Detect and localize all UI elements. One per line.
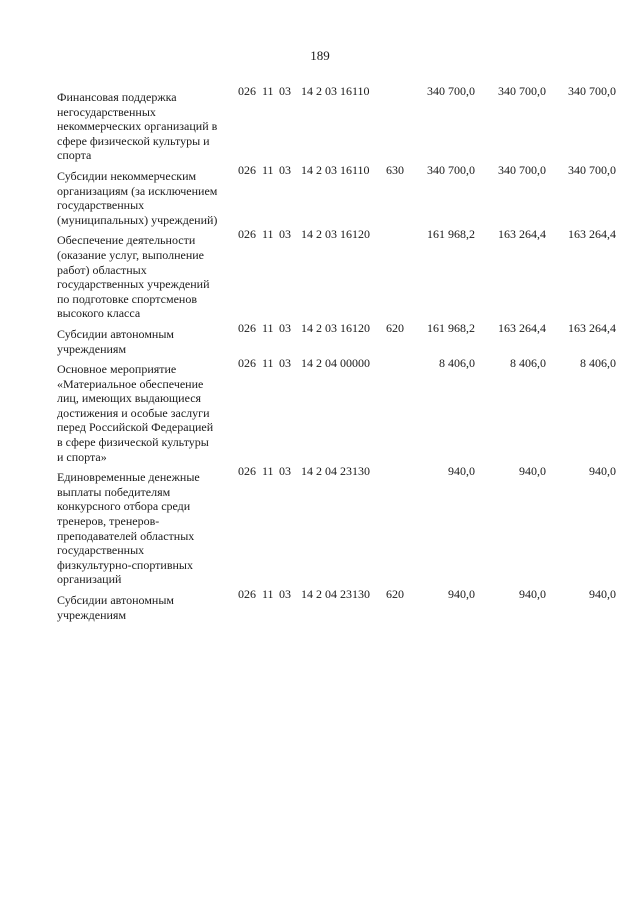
amount-year-3: 163 264,4 [568,227,616,242]
description-line: Обеспечение деятельности [57,233,196,248]
ministry-code: 026 [238,320,256,335]
amount-year-2: 340 700,0 [498,84,546,98]
amount-year-3: 340 700,0 [568,84,616,98]
description-line: Основное мероприятие [57,362,177,377]
row-description [57,587,237,622]
target-article-code: 14 2 03 16120 [301,227,370,242]
description-line: по подготовке спортсменов [57,291,197,306]
amount-year-1: 161 968,2 [427,227,475,242]
page-number: 189 [310,48,330,63]
amount-year-1: 161 968,2 [427,320,475,335]
subsection-code: 03 [279,162,291,177]
amount-year-3: 940,0 [589,464,616,479]
ministry-code: 026 [238,162,256,177]
description-line: спорта [57,148,92,163]
ministry-code: 026 [238,227,256,242]
subsection-code: 03 [279,356,291,371]
description-line: достижения и особые заслуги [57,405,210,420]
target-article-code: 14 2 04 00000 [301,356,370,371]
row-description [57,356,237,464]
description-line: сфере физической культуры и [57,133,210,148]
section-code: 11 [262,356,274,371]
table-row [0,356,640,464]
amount-year-2: 940,0 [519,587,546,601]
amount-year-3: 940,0 [589,587,616,601]
row-description [57,227,237,321]
description-line: некоммерческих организаций в [57,119,218,134]
description-line: Субсидии автономным [57,326,174,341]
expense-type-code: 630 [386,162,404,177]
amount-year-3: 340 700,0 [568,162,616,177]
section-code: 11 [262,84,274,98]
description-line: государственных [57,543,145,558]
description-line: (муниципальных) учреждений) [57,212,218,227]
amount-year-1: 8 406,0 [439,356,475,371]
table-row [0,464,640,587]
description-line: Единовременные денежные [57,470,200,485]
description-line: Финансовая поддержка [57,90,177,104]
subsection-code: 03 [279,320,291,335]
description-line: лиц, имеющих выдающиеся [57,391,202,406]
section-code: 11 [262,162,274,177]
target-article-code: 14 2 04 23130 [301,464,370,479]
description-line: негосударственных [57,104,156,119]
description-line: выплаты победителям [57,484,171,499]
target-article-code: 14 2 03 16110 [301,84,370,98]
description-line: физкультурно-спортивных [57,557,193,572]
target-article-code: 14 2 04 23130 [301,587,370,601]
description-line: работ) областных [57,262,147,277]
amount-year-1: 940,0 [448,587,475,601]
description-line: учреждениям [57,341,127,356]
row-description [57,163,237,227]
ministry-code: 026 [238,587,256,601]
description-line: в сфере физической культуры [57,435,209,450]
amount-year-3: 163 264,4 [568,320,616,335]
section-code: 11 [262,587,274,601]
amount-year-1: 340 700,0 [427,84,475,98]
table-row [0,587,640,622]
subsection-code: 03 [279,464,291,479]
section-code: 11 [262,320,274,335]
amount-year-2: 163 264,4 [498,227,546,242]
description-line: высокого класса [57,306,141,321]
description-line: учреждениям [57,607,127,622]
table-row [0,227,640,321]
description-line: тренеров, тренеров- [57,514,160,529]
description-line: конкурсного отбора среди [57,499,191,514]
table-row [0,163,640,227]
description-line: государственных учреждений [57,277,210,292]
amount-year-1: 340 700,0 [427,162,475,177]
expense-type-code: 620 [386,320,404,335]
table-row [0,84,640,163]
ministry-code: 026 [238,356,256,371]
amount-year-1: 940,0 [448,464,475,479]
description-line: перед Российской Федерацией [57,420,214,435]
amount-year-2: 940,0 [519,464,546,479]
description-line: организаций [57,572,122,587]
amount-year-3: 8 406,0 [580,356,616,371]
description-line: Субсидии автономным [57,593,174,607]
section-code: 11 [262,227,274,242]
description-line: Субсидии некоммерческим [57,168,197,183]
row-description [57,321,237,356]
section-code: 11 [262,464,274,479]
description-line: преподавателей областных [57,528,195,543]
description-line: государственных [57,198,145,213]
amount-year-2: 8 406,0 [510,356,546,371]
ministry-code: 026 [238,84,256,98]
row-description [57,84,237,163]
amount-year-2: 163 264,4 [498,320,546,335]
description-line: «Материальное обеспечение [57,376,204,391]
subsection-code: 03 [279,84,291,98]
target-article-code: 14 2 03 16110 [301,162,370,177]
description-line: и спорта» [57,449,107,464]
description-line: организациям (за исключением [57,183,218,198]
table-row [0,321,640,356]
ministry-code: 026 [238,464,256,479]
subsection-code: 03 [279,587,291,601]
budget-table [0,84,640,622]
description-line: (оказание услуг, выполнение [57,247,204,262]
amount-year-2: 340 700,0 [498,162,546,177]
target-article-code: 14 2 03 16120 [301,320,370,335]
expense-type-code: 620 [386,587,404,601]
subsection-code: 03 [279,227,291,242]
row-description [57,464,237,587]
